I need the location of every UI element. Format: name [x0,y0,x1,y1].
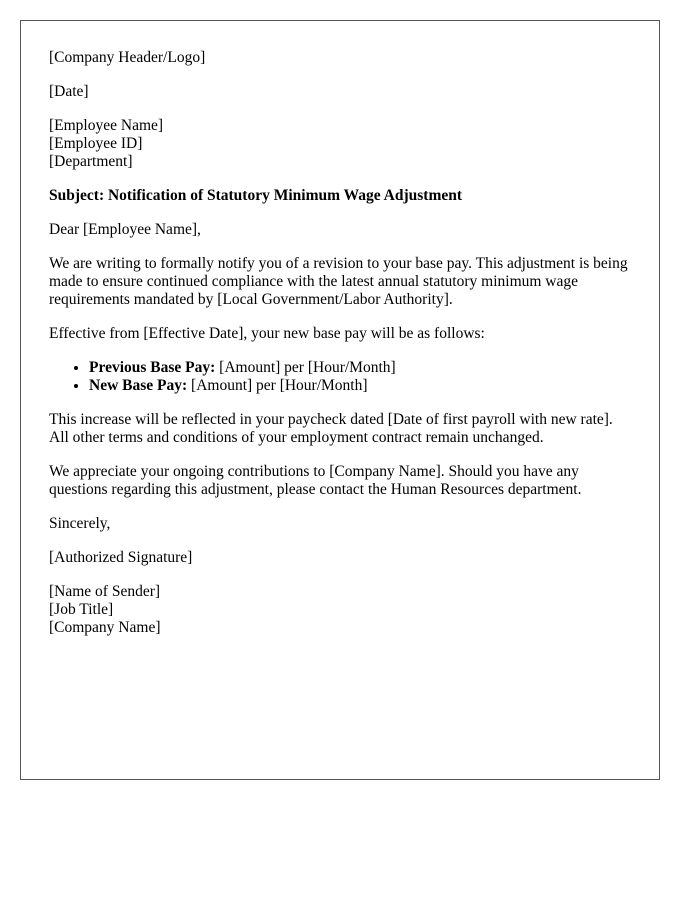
paragraph-appreciation: We appreciate your ongoing contributions to [Company Name]. Should you have any questions regarding this adjustment, please contact the Human Resources department. [49,463,582,498]
letter-subject: Subject: Notification of Statutory Minimum Wage Adjustment [49,187,463,204]
list-item [89,359,631,377]
list-item [89,377,631,395]
sender-company: [Company Name] [49,619,161,636]
paragraph-effective-date: Effective from [Effective Date], your new base pay will be as follows: [49,325,485,342]
closing: Sincerely, [49,515,111,532]
new-pay-label: New Base Pay: [89,377,188,394]
company-header: [Company Header/Logo] [49,49,206,66]
salutation: Dear [Employee Name], [49,221,201,238]
pay-list [49,359,631,395]
letter-date: [Date] [49,83,89,100]
recipient-name: [Employee Name] [49,117,164,134]
recipient-block [49,117,631,171]
sender-name: [Name of Sender] [49,583,161,600]
previous-pay-value: [Amount] per [Hour/Month] [215,359,396,376]
recipient-id: [Employee ID] [49,135,143,152]
paragraph-paycheck: This increase will be reflected in your paycheck dated [Date of first payroll with new rate]. All other terms and conditions of your employment contract remain unchanged. [49,411,613,446]
previous-pay-label: Previous Base Pay: [89,359,216,376]
letter-page [20,20,660,780]
sender-block [49,583,631,637]
new-pay-value: [Amount] per [Hour/Month] [187,377,368,394]
recipient-department: [Department] [49,153,133,170]
paragraph-revision-notice: We are writing to formally notify you of a revision to your base pay. This adjustment is being made to ensure continued compliance with the latest annual statutory minimum wage requirements mandated by [Local Government/Labor Authority]. [49,255,628,308]
sender-title: [Job Title] [49,601,114,618]
signature: [Authorized Signature] [49,549,193,566]
